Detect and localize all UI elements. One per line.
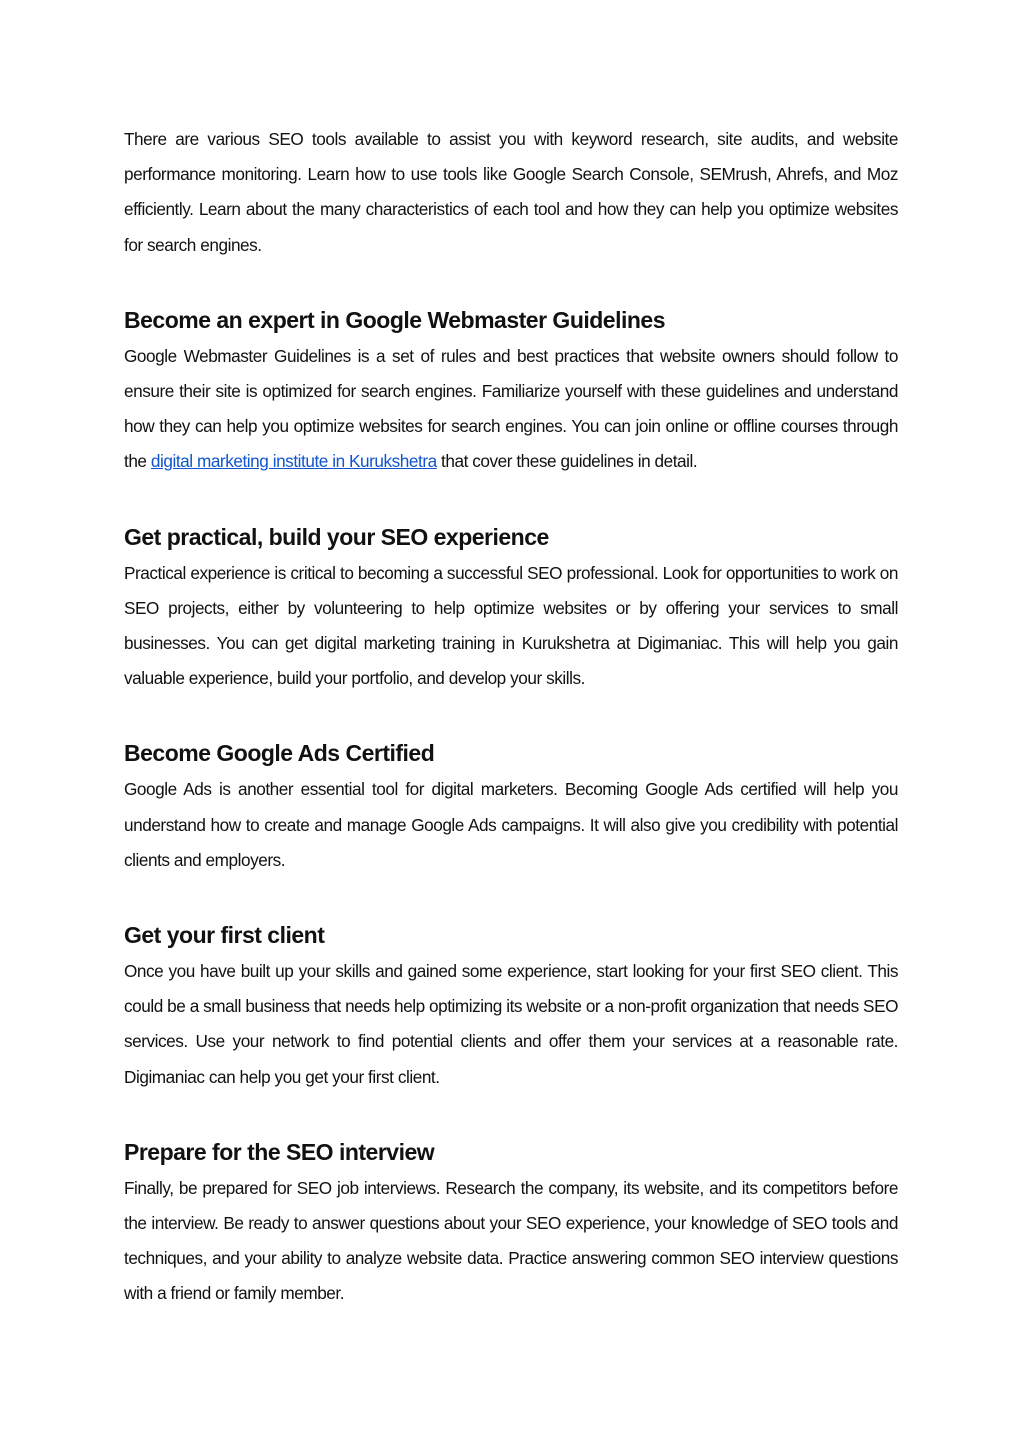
- section-body: [124, 339, 898, 480]
- digital-marketing-institute-link[interactable]: digital marketing institute in Kurukshetra: [150, 451, 437, 472]
- section-google-ads: [124, 738, 898, 878]
- body-text-after-link: that cover these guidelines in detail.: [436, 451, 698, 472]
- section-first-client: [124, 920, 898, 1095]
- section-body: Once you have built up your skills and gained some experience, start looking for your first SEO client. This could be a small business that needs help optimizing its website or a non-profit organization that needs SEO services. Use your network to find potential clients and offer them your services at a reasonable rate. Digimaniac can help you get your first client.: [124, 961, 899, 1087]
- section-body: Practical experience is critical to becoming a successful SEO professional. Look for opportunities to work on SEO projects, either by volunteering to help optimize websites or by offering your services to small businesses. You can get digital marketing training in Kurukshetra at Digimaniac. This will help you gain valuable experience, build your portfolio, and develop your skills.: [124, 562, 898, 689]
- section-body: Google Ads is another essential tool for digital marketers. Becoming Google Ads certified will help you understand how to create and manage Google Ads campaigns. It will also give you credibility with potential clients and employers.: [124, 779, 898, 870]
- section-heading: Become Google Ads Certified: [124, 740, 435, 767]
- section-heading: Get your first client: [124, 922, 325, 949]
- section-webmaster-guidelines: [124, 305, 898, 480]
- document-page: [124, 122, 898, 1312]
- body-text-before-link: Google Webmaster Guidelines is a set of rules and best practices that website owners should follow to ensure their site is optimized for search engines. Familiarize yourself with these guidelines and understand how they can help you optimize websites for search engines. You can join online or offline courses through the: [124, 345, 898, 472]
- section-heading: Prepare for the SEO interview: [124, 1138, 435, 1165]
- section-heading: Get practical, build your SEO experience: [124, 523, 549, 550]
- section-heading: Become an expert in Google Webmaster Guidelines: [124, 306, 666, 333]
- section-body: Finally, be prepared for SEO job interviews. Research the company, its website, and its competitors before the interview. Be ready to answer questions about your SEO experience, your knowledge of SEO tools and techniques, and your ability to analyze website data. Practice answering common SEO interview questions with a friend or family member.: [124, 1177, 898, 1304]
- section-practical-experience: [124, 522, 898, 697]
- section-seo-interview: [124, 1137, 898, 1312]
- intro-paragraph: There are various SEO tools available to assist you with keyword research, site audits, and website performance monitoring. Learn how to use tools like Google Search Console, SEMrush, Ahrefs, and Moz efficiently. Learn about the many characteristics of each tool and how they can help you optimize websites for search engines.: [124, 129, 898, 255]
